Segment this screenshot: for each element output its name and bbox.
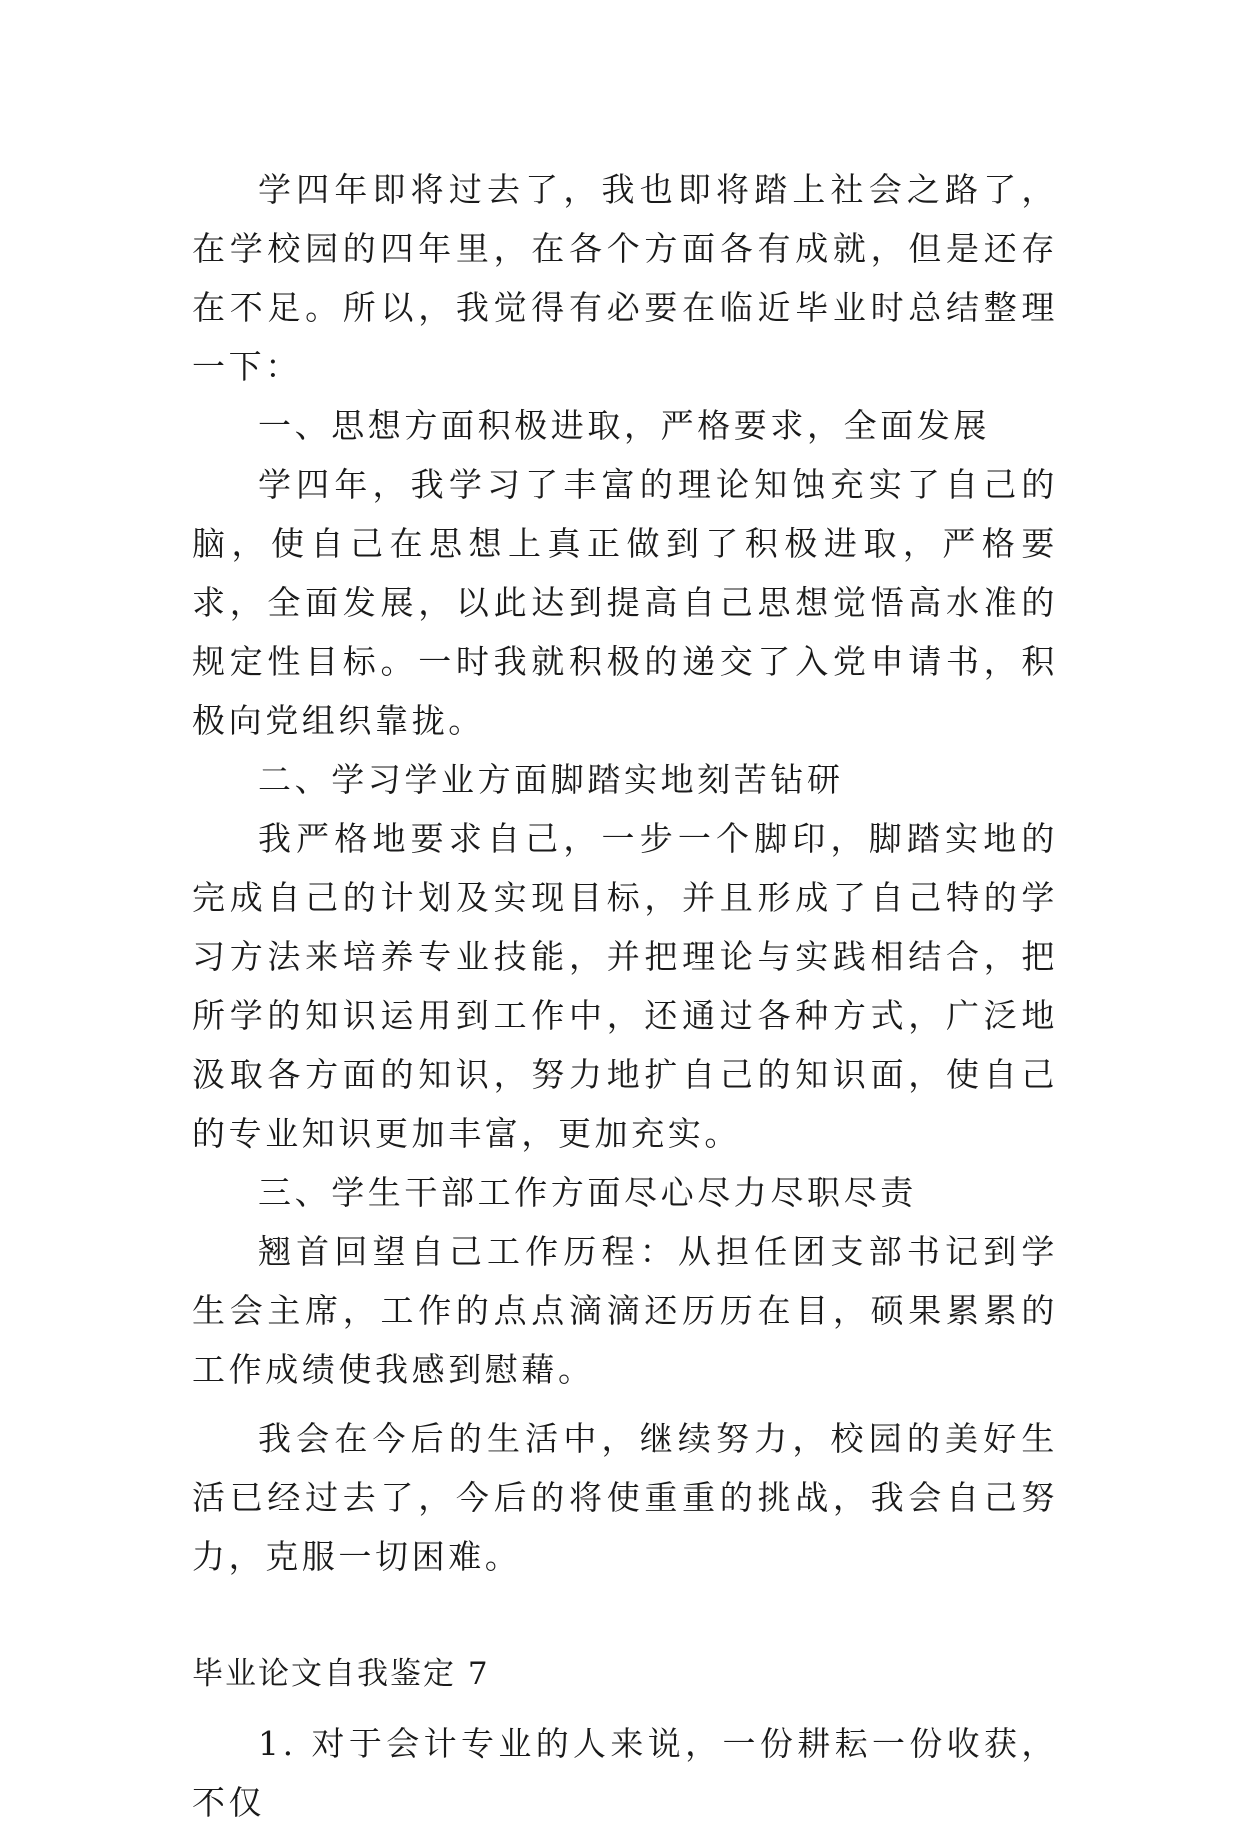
section-title: 毕业论文自我鉴定 7 [192,1656,490,1692]
closing-paragraph: 我会在今后的生活中，继续努力，校园的美好生活已经过去了，今后的将使重重的挑战，我会自己努力，克服一切困难。 [192,1419,1058,1576]
section-item-1: 1. 对于会计专业的人来说，一份耕耘一份收获，不仅 [192,1724,1058,1822]
spacer [192,1586,1058,1645]
spacer [192,1399,1058,1409]
heading-student-cadre: 三、学生干部工作方面尽心尽力尽职尽责 [258,1173,917,1212]
document-body [192,160,1058,1832]
study-paragraph: 我严格地要求自己，一步一个脚印，脚踏实地的完成自己的计划及实现目标，并且形成了自己特的学习方法来培养专业技能，并把理论与实践相结合，把所学的知识运用到工作中，还通过各种方式，广泛地汲取各方面的知识，努力地扩自己的知识面，使自己的专业知识更加丰富，更加充实。 [192,819,1058,1153]
heading-ideology: 一、思想方面积极进取，严格要求，全面发展 [258,406,990,445]
spacer [192,1704,1058,1714]
heading-study: 二、学习学业方面脚踏实地刻苦钻研 [258,760,844,799]
student-cadre-paragraph: 翘首回望自己工作历程：从担任团支部书记到学生会主席，工作的点点滴滴还历历在目，硕果累累的工作成绩使我感到慰藉。 [192,1232,1058,1389]
intro-paragraph: 学四年即将过去了，我也即将踏上社会之路了，在学校园的四年里，在各个方面各有成就，但是还存在不足。所以，我觉得有必要在临近毕业时总结整理一下： [192,170,1058,386]
ideology-paragraph: 学四年，我学习了丰富的理论知蚀充实了自己的脑，使自己在思想上真正做到了积极进取，严格要求，全面发展，以此达到提高自己思想觉悟高水准的规定性目标。一时我就积极的递交了入党申请书，积极向党组织靠拢。 [192,465,1058,740]
